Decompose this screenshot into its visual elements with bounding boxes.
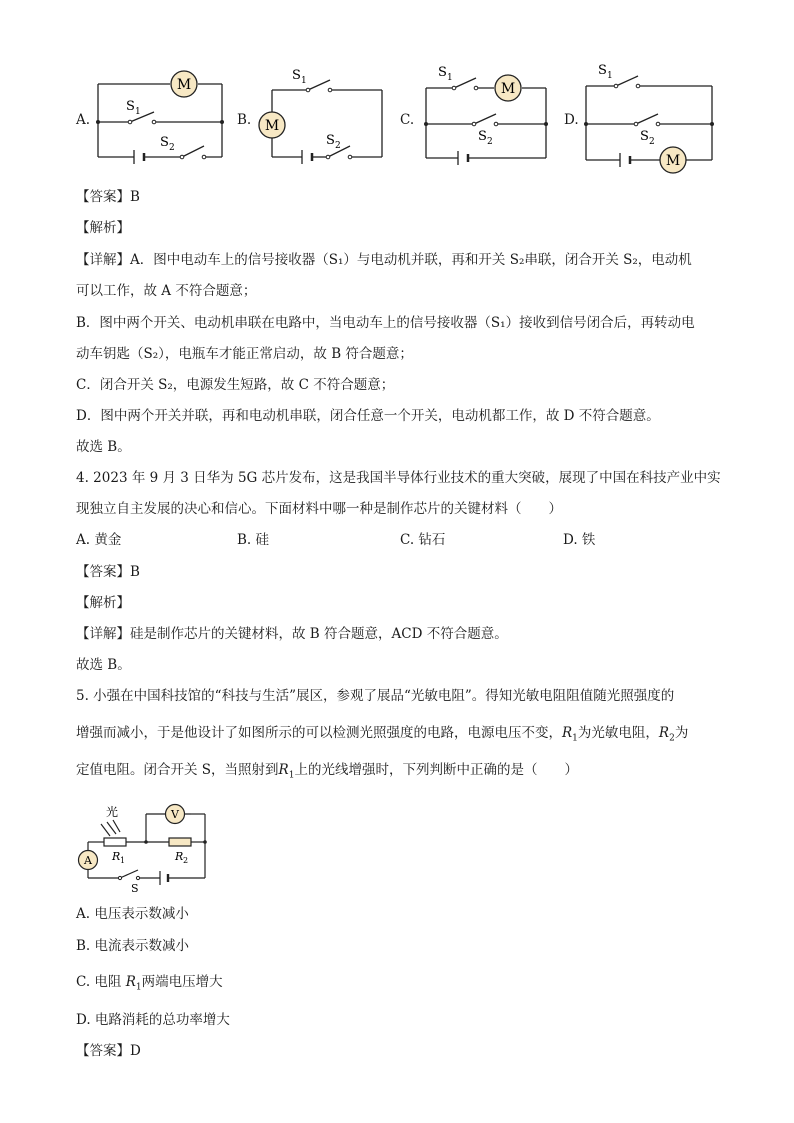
r2-sub: 2 bbox=[183, 856, 189, 865]
circuit-diagram-c bbox=[418, 62, 558, 166]
switch-s2-label: S bbox=[478, 129, 487, 144]
q4-option-c: C. 钻石 bbox=[400, 532, 446, 548]
q4-stem-line1: 4. 2023 年 9 月 3 日华为 5G 芯片发布，这是我国半导体行业技术的重大突破，展现了中国在科技产业中实 bbox=[76, 470, 721, 486]
q5-stem-line2: 增强而减小，于是他设计了如图所示的可以检测光照强度的电路，电源电压不变，$R_1$为光敏电阻，$R_2$为 bbox=[76, 725, 689, 744]
q4-option-b: B. 硅 bbox=[237, 532, 270, 548]
option-b-label: B. bbox=[237, 112, 252, 128]
q4-option-a: A. 黄金 bbox=[76, 532, 122, 548]
q4-analysis-heading: 【解析】 bbox=[76, 595, 130, 611]
q3-detail-line2: 可以工作，故 A 不符合题意； bbox=[76, 283, 257, 299]
switch-s1-label: S bbox=[292, 68, 301, 83]
q4-answer: 【答案】B bbox=[76, 564, 140, 580]
r2-symbol: R bbox=[658, 725, 670, 741]
q3-answer: 【答案】B bbox=[76, 189, 140, 205]
q3-detail-line5: C．闭合开关 S₂，电源发生短路，故 C 不符合题意； bbox=[76, 377, 395, 393]
r1-symbol: R bbox=[125, 974, 136, 990]
switch-s1-sub: 1 bbox=[135, 107, 141, 117]
q3-conclusion: 故选 B。 bbox=[76, 439, 131, 455]
q5-stem-line2-part3: 为 bbox=[674, 725, 689, 741]
q3-detail-line4: 动车钥匙（S₂），电瓶车才能正常启动，故 B 符合题意； bbox=[76, 346, 413, 362]
q4-conclusion: 故选 B。 bbox=[76, 657, 131, 673]
option-c-label: C. bbox=[400, 112, 415, 128]
switch-s1-label: S bbox=[438, 65, 447, 80]
switch-s2-label: S bbox=[326, 133, 335, 148]
motor-label: M bbox=[665, 153, 681, 169]
q5-stem-line3-part1: 定值电阻。闭合开关 S，当照射到 bbox=[76, 762, 279, 778]
ammeter-label: A bbox=[84, 854, 92, 867]
q5-stem-line3-part2: 上的光线增强时，下列判断中正确的是（ ） bbox=[294, 762, 578, 778]
switch-s1-sub: 1 bbox=[607, 71, 613, 81]
r1-sub: 1 bbox=[120, 856, 126, 865]
motor-label: M bbox=[264, 118, 280, 134]
motor-label: M bbox=[500, 81, 516, 97]
r1-label: R bbox=[112, 850, 121, 863]
q5-stem-line2-part2: 为光敏电阻， bbox=[577, 725, 659, 741]
q3-analysis-heading: 【解析】 bbox=[76, 220, 130, 236]
light-label: 光 bbox=[106, 805, 119, 819]
q5-option-c-part2: 两端电压增大 bbox=[141, 974, 223, 990]
switch-s2-sub: 2 bbox=[487, 137, 493, 147]
q5-answer: 【答案】D bbox=[76, 1043, 141, 1059]
r1-symbol: R bbox=[278, 762, 289, 778]
circuit-diagram-b bbox=[256, 66, 386, 166]
switch-s-label: S bbox=[131, 882, 139, 894]
q5-stem-line2-part1: 增强而减小，于是他设计了如图所示的可以检测光照强度的电路，电源电压不变， bbox=[76, 725, 562, 741]
q3-detail-line6: D．图中两个开关并联，再和电动机串联，闭合任意一个开关，电动机都工作，故 D 不符合题意。 bbox=[76, 408, 660, 424]
q5-option-c-part1: C. 电阻 bbox=[76, 974, 122, 990]
motor-label: M bbox=[176, 77, 192, 93]
switch-s1-sub: 1 bbox=[301, 76, 307, 86]
q5-option-a: A. 电压表示数减小 bbox=[76, 906, 189, 922]
q5-option-c: C. 电阻 $R_1$两端电压增大 bbox=[76, 974, 223, 993]
q5-option-d: D. 电路消耗的总功率增大 bbox=[76, 1012, 230, 1028]
q5-circuit-diagram bbox=[74, 802, 214, 894]
q3-detail-line3: B．图中两个开关、电动机串联在电路中，当电动车上的信号接收器（S₁）接收到信号闭合后，再转动电 bbox=[76, 315, 695, 331]
q5-stem-line1: 5. 小强在中国科技馆的“科技与生活”展区，参观了展品“光敏电阻”。得知光敏电阻阻值随光照强度的 bbox=[76, 688, 675, 704]
circuit-diagram-d bbox=[580, 62, 720, 174]
switch-s2-label: S bbox=[160, 135, 169, 150]
r1-symbol: R bbox=[562, 725, 573, 741]
option-a-label: A. bbox=[76, 112, 91, 128]
switch-s1-label: S bbox=[598, 63, 607, 78]
switch-s2-sub: 2 bbox=[649, 137, 655, 147]
switch-s1-sub: 1 bbox=[447, 73, 453, 83]
q4-stem-line2: 现独立自主发展的决心和信心。下面材料中哪一种是制作芯片的关键材料（ ） bbox=[76, 501, 562, 517]
q3-detail-line1: 【详解】A．图中电动车上的信号接收器（S₁）与电动机并联，再和开关 S₂串联，闭合开关 S₂，电动机 bbox=[76, 252, 692, 268]
q4-option-d: D. 铁 bbox=[563, 532, 596, 548]
q5-stem-line3: 定值电阻。闭合开关 S，当照射到$R_1$上的光线增强时，下列判断中正确的是（ ） bbox=[76, 762, 578, 781]
voltmeter-label: V bbox=[171, 808, 179, 821]
switch-s2-label: S bbox=[640, 129, 649, 144]
q5-option-b: B. 电流表示数减小 bbox=[76, 938, 190, 954]
switch-s2-sub: 2 bbox=[169, 143, 175, 153]
switch-s1-label: S bbox=[126, 99, 135, 114]
circuit-diagram-a bbox=[92, 66, 232, 166]
switch-s2-sub: 2 bbox=[335, 141, 341, 151]
r2-label: R bbox=[175, 850, 184, 863]
option-d-label: D. bbox=[564, 112, 579, 128]
q4-detail: 【详解】硅是制作芯片的关键材料，故 B 符合题意，ACD 不符合题意。 bbox=[76, 626, 508, 642]
